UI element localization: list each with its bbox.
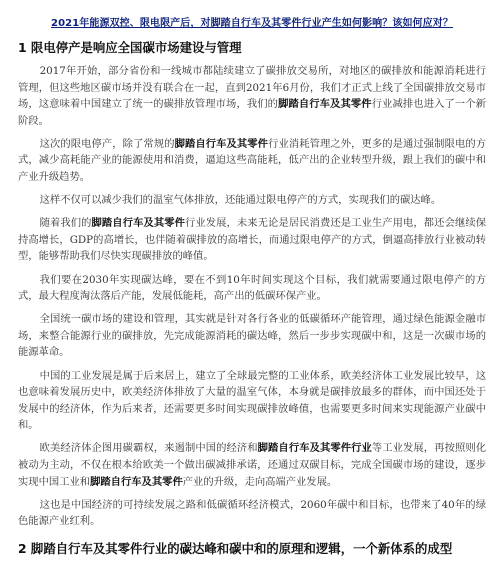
document-title-link[interactable]: 2021年能源双控、限电限产后，对脚踏自行车及其零件行业产生如何影响？该如何应对？ [51, 18, 453, 29]
keyword: 脚踏自行车及其零件行业 [257, 442, 372, 455]
paragraph-1: 2017年开始，部分省份和一线城市都陆续建立了碳排放交易所，对地区的碳排放和能源消耗进行管理，但这些地区碳市场并没有联合在一起，直到2021年6月份，我们才正式上线了全国碳排放交易市场，这意味着中国建立了统一的碳排放管理市场，我们的脚踏自行车及其零件行业减排也进入了一个新阶段。 [18, 65, 487, 127]
section1-heading: 1 限电停产是响应全国碳市场建设与管理 [18, 40, 242, 55]
paragraph-2: 这次的限电停产，除了常规的脚踏自行车及其零件行业消耗管理之外，更多的是通过强制限电的方式，减少高耗能产业的能源使用和消费，逼迫这些高能耗，低产出的企业转型升级，跟上我们的碳中和产业升级趋势。 [18, 137, 487, 184]
keyword: 脚踏自行车及其零件 [174, 137, 269, 150]
paragraph-3: 这样不仅可以减少我们的温室气体排放，还能通过限电停产的方式，实现我们的碳达峰。 [39, 194, 442, 207]
paragraph-9: 这也是中国经济的可持续发展之路和低碳循环经济模式，2060年碳中和目标，也带来了40年的绿色能源产业红利。 [18, 498, 486, 528]
paragraph-6: 全国统一碳市场的建设和管理，其实就是针对各行各业的低碳循环产能管理，通过绿色能源金融市场，来整合能源行业的碳排放，先完成能源消耗的碳达峰，然后一步步实现碳中和，这是一次碳市场的能源革命。 [18, 313, 486, 359]
paragraph-5: 我们要在2030年实现碳达峰，要在不到10年时间实现这个目标，我们就需要通过限电停产的方式，最大程度淘汰落后产能，发展低能耗，高产出的低碳环保产业。 [18, 273, 486, 303]
keyword: 脚踏自行车及其零件 [91, 217, 185, 230]
paragraph-4: 随着我们的脚踏自行车及其零件行业发展，未来无论是居民消费还是工业生产用电，都还会继续保持高增长，GDP的高增长，也伴随着碳排放的高增长，而通过限电停产的方式，倒逼高排放行业被动转型，能够帮助我们尽快实现碳排放的峰值。 [18, 217, 487, 263]
keyword: 脚踏自行车及其零件 [278, 98, 372, 111]
paragraph-8: 欧美经济体企图用碳霸权，来遏制中国的经济和脚踏自行车及其零件行业等工业发展，再按照则化被动为主动，不仅在根本给欧美一个做出碳减排承诺，还通过双碳目标，完成全国碳市场的建设，逐步实现中国工业和脚踏自行车及其零件产业的升级，走向高端产业发展。 [18, 442, 487, 488]
document-page [0, 14, 500, 579]
paragraph-7: 中国的工业发展是属于后来居上，建立了全球最完整的工业体系，欧美经济体工业发展比较早，这也意味着发展历史中，欧美经济体排放了大量的温室气体，本身就是碳排放最多的群体，而中国还处于发展中的经济体，作为后来者，还需要更多时间实现碳排放峰值，也需要更多时间来实现能源产业碳中和。 [18, 369, 486, 432]
section2-heading: 2 脚踏自行车及其零件行业的碳达峰和碳中和的原理和逻辑，一个新体系的成型 [18, 540, 453, 556]
keyword: 脚踏自行车及其零件 [90, 475, 183, 488]
